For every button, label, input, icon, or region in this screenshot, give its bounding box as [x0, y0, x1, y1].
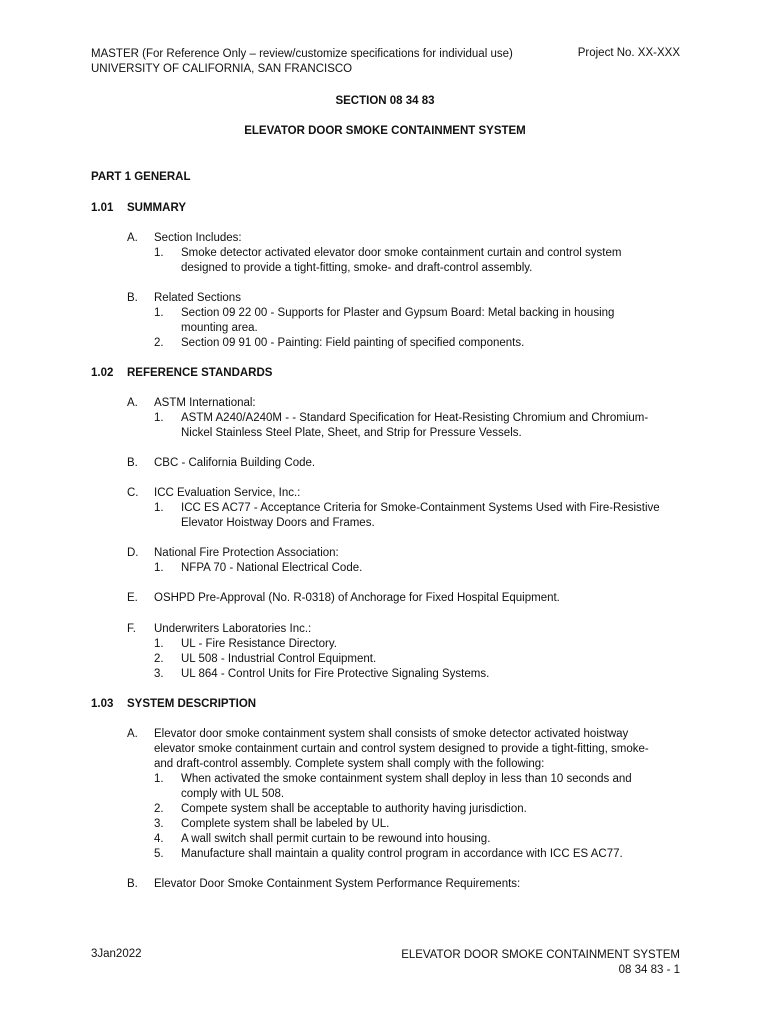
- paragraph-text: CBC - California Building Code.: [154, 457, 316, 469]
- item-text-cont: designed to provide a tight-fitting, smoke- and draft-control assembly.: [181, 262, 533, 274]
- article-title: SUMMARY: [127, 202, 186, 214]
- item-text: Complete system shall be labeled by UL.: [181, 818, 390, 830]
- paragraph-text: Section Includes:: [154, 232, 242, 244]
- paragraph-letter: A.: [127, 232, 138, 244]
- item-text: Section 09 22 00 - Supports for Plaster and Gypsum Board: Metal backing in housing: [181, 307, 615, 319]
- paragraph-text: Underwriters Laboratories Inc.:: [154, 623, 312, 635]
- footer-block: [401, 948, 680, 978]
- item-text-cont: comply with UL 508.: [181, 788, 285, 800]
- item-text: Section 09 91 00 - Painting: Field painting of specified components.: [181, 337, 525, 349]
- item-number: 2.: [154, 803, 164, 815]
- paragraph-letter: B.: [127, 457, 138, 469]
- item-text: Manufacture shall maintain a quality control program in accordance with ICC ES AC77.: [181, 848, 623, 860]
- item-text: Compete system shall be acceptable to authority having jurisdiction.: [181, 803, 527, 815]
- item-number: 1.: [154, 307, 164, 319]
- paragraph-text: ASTM International:: [154, 397, 256, 409]
- header-block: [91, 47, 513, 77]
- paragraph-text-cont: and draft-control assembly. Complete system shall comply with the following:: [154, 758, 545, 770]
- section-title: ELEVATOR DOOR SMOKE CONTAINMENT SYSTEM: [244, 125, 526, 137]
- item-text-cont: Nickel Stainless Steel Plate, Sheet, and Strip for Pressure Vessels.: [181, 427, 522, 439]
- item-text-cont: mounting area.: [181, 322, 258, 334]
- paragraph-letter: E.: [127, 592, 138, 604]
- paragraph-letter: A.: [127, 728, 138, 740]
- item-number: 3.: [154, 818, 164, 830]
- item-number: 3.: [154, 668, 164, 680]
- item-text: UL 508 - Industrial Control Equipment.: [181, 653, 377, 665]
- project-number: Project No. XX-XXX: [577, 47, 680, 59]
- item-text: ICC ES AC77 - Acceptance Criteria for Smoke-Containment Systems Used with Fire-Resistive: [181, 502, 660, 514]
- paragraph-letter: B.: [127, 878, 138, 890]
- article-number: 1.02: [91, 367, 114, 379]
- paragraph-text: Elevator Door Smoke Containment System Performance Requirements:: [154, 878, 521, 890]
- paragraph-letter: C.: [127, 487, 139, 499]
- footer-date: 3Jan2022: [91, 948, 142, 960]
- article-title: SYSTEM DESCRIPTION: [127, 698, 257, 710]
- paragraph-letter: F.: [127, 623, 136, 635]
- footer-title: ELEVATOR DOOR SMOKE CONTAINMENT SYSTEM: [401, 949, 680, 961]
- header-line-2: UNIVERSITY OF CALIFORNIA, SAN FRANCISCO: [91, 63, 353, 75]
- paragraph-text: ICC Evaluation Service, Inc.:: [154, 487, 301, 499]
- item-text: ASTM A240/A240M - - Standard Specification for Heat-Resisting Chromium and Chromium-: [181, 412, 649, 424]
- item-text: NFPA 70 - National Electrical Code.: [181, 562, 363, 574]
- article-title: REFERENCE STANDARDS: [127, 367, 273, 379]
- item-text: Smoke detector activated elevator door smoke containment curtain and control system: [181, 247, 622, 259]
- item-number: 1.: [154, 562, 164, 574]
- paragraph-text: OSHPD Pre-Approval (No. R-0318) of Anchorage for Fixed Hospital Equipment.: [154, 592, 560, 604]
- paragraph-text: Elevator door smoke containment system shall consists of smoke detector activated hoistway: [154, 728, 629, 740]
- paragraph-letter: B.: [127, 292, 138, 304]
- item-number: 1.: [154, 247, 164, 259]
- item-number: 1.: [154, 773, 164, 785]
- paragraph-text: National Fire Protection Association:: [154, 547, 339, 559]
- item-number: 2.: [154, 653, 164, 665]
- item-text: UL - Fire Resistance Directory.: [181, 638, 337, 650]
- footer-page-number: 08 34 83 - 1: [618, 964, 680, 976]
- article-number: 1.03: [91, 698, 114, 710]
- item-text: A wall switch shall permit curtain to be rewound into housing.: [181, 833, 491, 845]
- paragraph-text: Related Sections: [154, 292, 241, 304]
- item-text-cont: Elevator Hoistway Doors and Frames.: [181, 517, 375, 529]
- article-number: 1.01: [91, 202, 114, 214]
- item-number: 5.: [154, 848, 164, 860]
- item-number: 1.: [154, 502, 164, 514]
- item-number: 1.: [154, 412, 164, 424]
- section-number: SECTION 08 34 83: [335, 95, 435, 107]
- header-line-1: MASTER (For Reference Only – review/customize specifications for individual use): [91, 48, 513, 60]
- item-text: UL 864 - Control Units for Fire Protective Signaling Systems.: [181, 668, 490, 680]
- item-number: 4.: [154, 833, 164, 845]
- part-heading: PART 1 GENERAL: [91, 171, 191, 183]
- item-text: When activated the smoke containment system shall deploy in less than 10 seconds and: [181, 773, 632, 785]
- item-number: 2.: [154, 337, 164, 349]
- paragraph-letter: D.: [127, 547, 139, 559]
- paragraph-text-cont: elevator smoke containment curtain and control system designed to provide a tight-fitting, smoke-: [154, 743, 649, 755]
- item-number: 1.: [154, 638, 164, 650]
- paragraph-letter: A.: [127, 397, 138, 409]
